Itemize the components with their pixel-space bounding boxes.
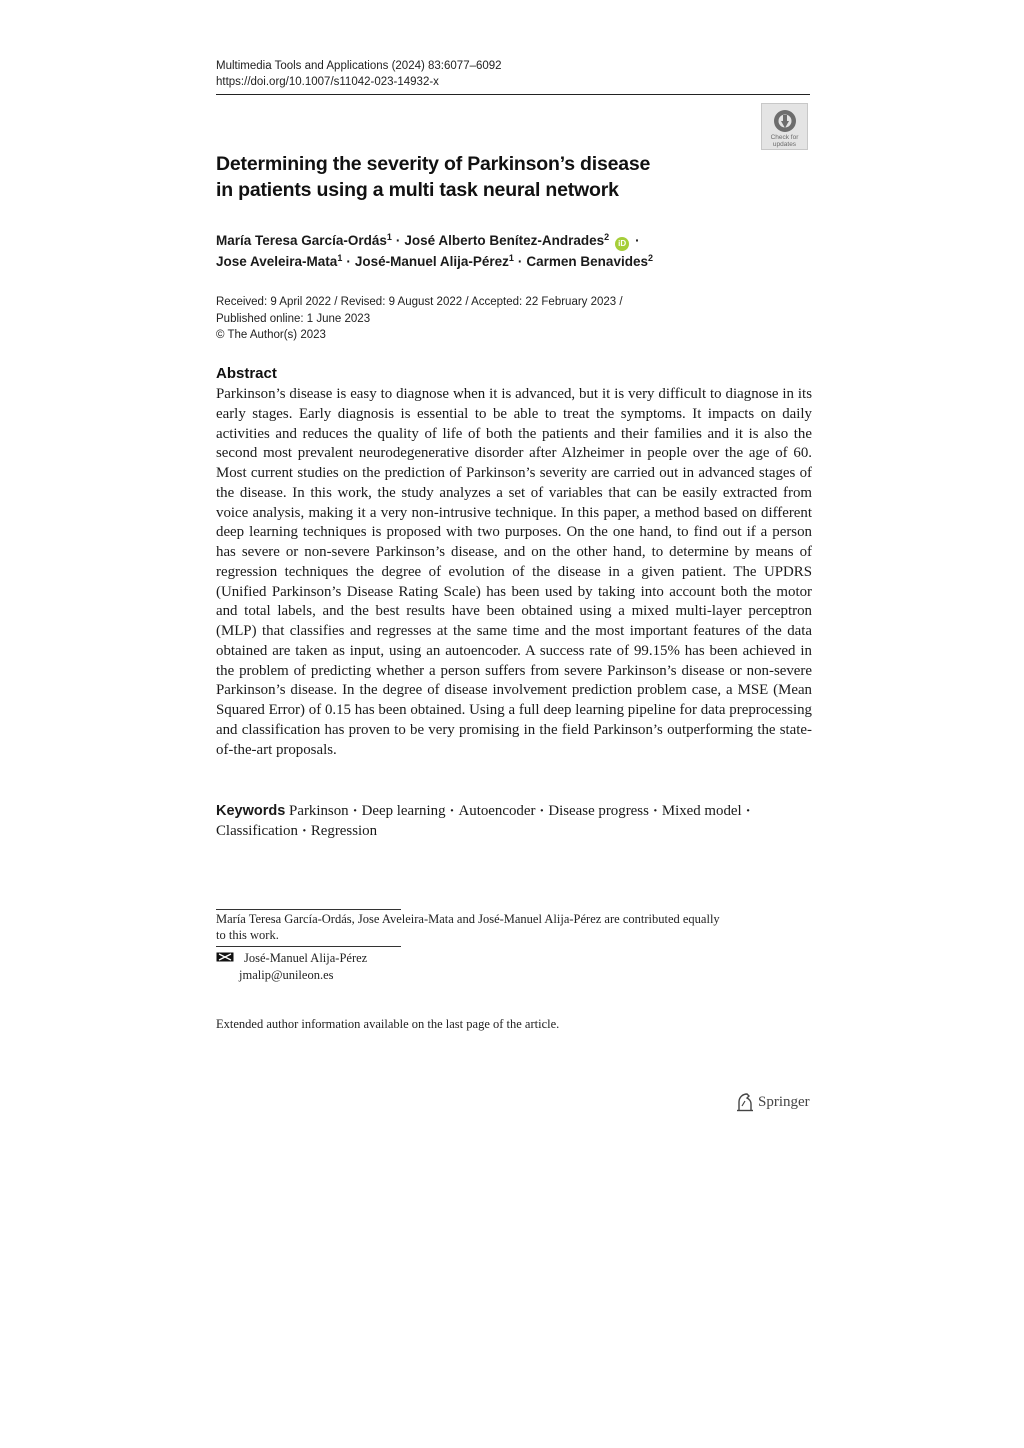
correspondence-email[interactable]: jmalip@unileon.es xyxy=(239,967,334,982)
check-badge-line1: Check for xyxy=(770,134,799,141)
author-separator: · xyxy=(517,254,523,269)
author-affiliation: 1 xyxy=(508,253,514,263)
orcid-icon[interactable]: iD xyxy=(615,237,629,251)
footnote-line-2: to this work. xyxy=(216,928,279,942)
author-separator: · xyxy=(346,254,351,269)
author-line-2 xyxy=(216,251,810,272)
keyword: Disease progress xyxy=(548,803,649,819)
keyword-separator: · xyxy=(352,803,358,819)
doi-link[interactable]: https://doi.org/10.1007/s11042-023-14932-x xyxy=(216,76,439,88)
keyword-separator: · xyxy=(745,803,751,819)
keyword: Mixed model xyxy=(661,803,742,819)
check-for-updates-icon xyxy=(772,108,798,134)
title-line-2: in patients using a multi task neural network xyxy=(216,179,619,201)
springer-wordmark: Springer xyxy=(758,1094,810,1110)
publication-dates xyxy=(216,294,810,344)
equal-contribution-footnote xyxy=(216,911,776,943)
keyword-separator: · xyxy=(539,803,545,819)
check-badge-line2: updates xyxy=(772,141,797,148)
author-name[interactable]: María Teresa García-Ordás xyxy=(216,233,387,248)
extended-author-info: Extended author information available on the last page of the article. xyxy=(216,1017,560,1031)
author-affiliation: 1 xyxy=(386,232,392,242)
title-line-1: Determining the severity of Parkinson’s disease xyxy=(216,153,651,175)
author-affiliation: 1 xyxy=(337,253,343,263)
keyword-separator: · xyxy=(449,803,455,819)
abstract-text: Parkinson’s disease is easy to diagnose when it is advanced, but it is very difficult to diagnose in its early stages. Early diagnosis is essential to be able to treat the symptoms. It impacts on daily activities and reduces the quality of life of both the patients and their families and it is also the second most prevalent neurodegenerative disorder after Alzheimer in people over the age of 60. Most current studies on the prediction of Parkinson’s severity are carried out in advanced stages of the disease. In this work, the study analyzes a set of variables that can be easily extracted from voice analysis, making it a very non-intrusive technique. In this paper, a method based on different deep learning techniques is proposed with two purposes. On the one hand, to find out if a person has severe or non-severe Parkinson’s disease, and on the other hand, to determine by means of regression techniques the degree of evolution of the disease in a given patient. The UPDRS (Unified Parkinson’s Disease Rating Scale) has been used by taking into account both the motor and total labels, and the best results have been obtained using a mixed multi-layer perceptron (MLP) that classifies and regresses at the same time and the most important features of the data obtained are taken as input, using an autoencoder. A success rate of 99.15% has been achieved in the problem of predicting whether a person suffers from severe Parkinson’s disease or non-severe Parkinson’s disease. In the degree of disease involvement prediction problem case, a MSE (Mean Squared Error) of 0.15 has been obtained. Using a full deep learning pipeline for data preprocessing and classification has proven to be very promising in the field Parkinson’s outperforming the state-of-the-art proposals. xyxy=(216,386,812,758)
journal-header xyxy=(216,58,810,90)
keyword-separator: · xyxy=(301,823,307,839)
footnote-line-1: María Teresa García-Ordás, Jose Aveleira-Mata and José-Manuel Alija-Pérez are contributed equally xyxy=(216,912,720,926)
copyright-notice: © The Author(s) 2023 xyxy=(216,329,326,341)
author-list xyxy=(216,230,810,272)
keyword: Autoencoder xyxy=(458,803,536,819)
abstract-heading: Abstract xyxy=(216,365,277,382)
springer-horse-icon xyxy=(736,1092,754,1112)
keyword: Regression xyxy=(310,823,378,839)
keywords-label: Keywords xyxy=(216,803,286,819)
article-title xyxy=(216,151,736,203)
keyword: Deep learning xyxy=(361,803,446,819)
author-name[interactable]: Carmen Benavides xyxy=(526,254,648,269)
keyword: Classification xyxy=(216,823,298,839)
springer-logo[interactable] xyxy=(736,1092,810,1112)
keywords-section xyxy=(216,801,812,841)
author-affiliation: 2 xyxy=(647,253,653,263)
author-line-1 xyxy=(216,230,810,251)
author-name[interactable]: José-Manuel Alija-Pérez xyxy=(354,254,509,269)
correspondence-rule xyxy=(216,946,401,947)
author-affiliation: 2 xyxy=(604,232,610,242)
author-separator: · xyxy=(395,233,401,248)
envelope-icon xyxy=(216,952,234,962)
header-rule xyxy=(216,94,810,95)
keyword-separator: · xyxy=(652,803,658,819)
check-for-updates-badge[interactable] xyxy=(761,103,808,150)
footnote-rule xyxy=(216,909,401,910)
author-name[interactable]: Jose Aveleira-Mata xyxy=(216,254,338,269)
correspondence-name: José-Manuel Alija-Pérez xyxy=(244,951,368,965)
dates-published: Published online: 1 June 2023 xyxy=(216,312,371,325)
dates-received: Received: 9 April 2022 / Revised: 9 August 2022 / Accepted: 22 February 2023 / xyxy=(216,296,623,308)
author-separator: · xyxy=(635,233,640,248)
correspondence-block xyxy=(216,950,616,983)
author-name[interactable]: José Alberto Benítez-Andrades xyxy=(404,233,605,248)
journal-citation: Multimedia Tools and Applications (2024) 83:6077–6092 xyxy=(216,60,502,72)
keyword: Parkinson xyxy=(289,803,349,819)
